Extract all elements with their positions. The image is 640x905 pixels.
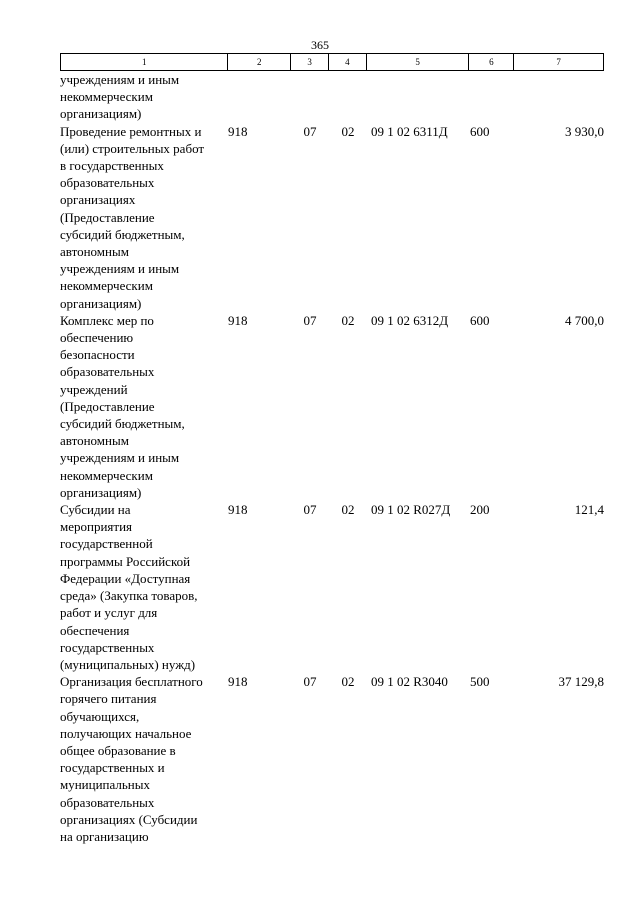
row-description bbox=[60, 123, 228, 312]
description-line: Субсидии на bbox=[60, 502, 131, 518]
row-code bbox=[228, 501, 291, 673]
description-line: образовательных bbox=[60, 364, 155, 380]
row-subsection-value: 02 bbox=[341, 502, 355, 518]
header-col-4: 4 bbox=[329, 54, 367, 70]
description-line: Федерации «Доступная bbox=[60, 570, 191, 586]
description-line: горячего питания bbox=[60, 691, 157, 707]
description-line: учреждений bbox=[60, 381, 128, 397]
row-target-article-value: 09 1 02 R3040 bbox=[371, 674, 448, 690]
row-description bbox=[60, 673, 228, 845]
row-code bbox=[228, 123, 291, 312]
row-code-value: 918 bbox=[228, 123, 248, 139]
description-line: (или) строительных работ bbox=[60, 140, 205, 156]
row-section bbox=[291, 71, 329, 123]
row-subsection bbox=[329, 71, 367, 123]
description-line: получающих начальное bbox=[60, 725, 192, 741]
description-line: общее образование в bbox=[60, 742, 176, 758]
row-amount-value: 37 129,8 bbox=[558, 674, 604, 690]
description-line: учреждениям и иным bbox=[60, 261, 180, 277]
row-target-article bbox=[367, 501, 470, 673]
description-line: обеспечения bbox=[60, 622, 130, 638]
row-code bbox=[228, 673, 291, 845]
description-line: автономным bbox=[60, 244, 129, 260]
header-col-1: 1 bbox=[61, 54, 228, 70]
description-line: некоммерческим bbox=[60, 278, 153, 294]
description-line: (Предоставление bbox=[60, 209, 155, 225]
description-line: субсидий бюджетным, bbox=[60, 226, 185, 242]
row-section-value: 07 bbox=[303, 312, 317, 328]
row-code-value: 918 bbox=[228, 312, 248, 328]
row-amount bbox=[515, 312, 604, 501]
row-expense-type-value: 600 bbox=[470, 312, 490, 328]
table-row bbox=[60, 123, 604, 312]
row-amount bbox=[515, 71, 604, 123]
row-expense-type bbox=[470, 501, 515, 673]
description-line: обеспечению bbox=[60, 330, 134, 346]
row-code-value: 918 bbox=[228, 502, 248, 518]
description-line: организациях (Субсидии bbox=[60, 811, 198, 827]
description-line: обучающихся, bbox=[60, 708, 140, 724]
header-col-5: 5 bbox=[367, 54, 470, 70]
row-target-article-value: 09 1 02 R027Д bbox=[371, 502, 451, 518]
row-subsection bbox=[329, 673, 367, 845]
row-code bbox=[228, 312, 291, 501]
row-code-value: 918 bbox=[228, 674, 248, 690]
table-body bbox=[60, 71, 604, 845]
row-target-article bbox=[367, 71, 470, 123]
row-target-article-value: 09 1 02 6312Д bbox=[371, 312, 449, 328]
row-target-article-value: 09 1 02 6311Д bbox=[371, 123, 448, 139]
description-line: государственной bbox=[60, 536, 153, 552]
row-amount bbox=[515, 501, 604, 673]
description-line: образовательных bbox=[60, 794, 155, 810]
row-subsection-value: 02 bbox=[341, 123, 355, 139]
row-subsection bbox=[329, 312, 367, 501]
row-expense-type-value: 600 bbox=[470, 123, 490, 139]
description-line: учреждениям и иным bbox=[60, 450, 180, 466]
row-section bbox=[291, 501, 329, 673]
row-description bbox=[60, 501, 228, 673]
row-subsection bbox=[329, 501, 367, 673]
description-line: программы Российской bbox=[60, 553, 191, 569]
row-section-value: 07 bbox=[303, 502, 317, 518]
row-description bbox=[60, 71, 228, 123]
header-col-2: 2 bbox=[228, 54, 291, 70]
row-section-value: 07 bbox=[303, 123, 317, 139]
description-line: работ и услуг для bbox=[60, 605, 158, 621]
description-line: (Предоставление bbox=[60, 398, 155, 414]
page-number: 365 bbox=[311, 38, 329, 52]
description-line: некоммерческим bbox=[60, 467, 153, 483]
row-amount-value: 4 700,0 bbox=[565, 312, 604, 328]
description-line: Проведение ремонтных и bbox=[60, 123, 202, 139]
row-description bbox=[60, 312, 228, 501]
table-header bbox=[60, 53, 604, 71]
description-line: Комплекс мер по bbox=[60, 312, 154, 328]
description-line: мероприятия bbox=[60, 519, 133, 535]
table-row bbox=[60, 501, 604, 673]
description-line: безопасности bbox=[60, 347, 135, 363]
row-amount-value: 3 930,0 bbox=[565, 123, 604, 139]
table-row bbox=[60, 312, 604, 501]
table-row bbox=[60, 71, 604, 123]
description-line: в государственных bbox=[60, 158, 164, 174]
row-amount bbox=[515, 673, 604, 845]
row-section bbox=[291, 673, 329, 845]
description-line: организациям) bbox=[60, 295, 142, 311]
description-line: Организация бесплатного bbox=[60, 674, 203, 690]
row-target-article bbox=[367, 123, 470, 312]
description-line: на организацию bbox=[60, 828, 149, 844]
header-col-7: 7 bbox=[556, 57, 561, 67]
description-line: государственных bbox=[60, 639, 155, 655]
row-amount bbox=[515, 123, 604, 312]
row-subsection-value: 02 bbox=[341, 674, 355, 690]
description-line: государственных и bbox=[60, 760, 165, 776]
row-code bbox=[228, 71, 291, 123]
description-line: муниципальных bbox=[60, 777, 151, 793]
row-expense-type bbox=[470, 123, 515, 312]
description-line: (муниципальных) нужд) bbox=[60, 656, 196, 672]
row-expense-type bbox=[470, 312, 515, 501]
table-row bbox=[60, 673, 604, 845]
description-line: учреждениям и иным bbox=[60, 72, 180, 87]
row-amount-value: 121,4 bbox=[574, 502, 604, 518]
row-target-article bbox=[367, 312, 470, 501]
row-section-value: 07 bbox=[303, 674, 317, 690]
row-expense-type bbox=[470, 673, 515, 845]
header-col-6: 6 bbox=[469, 54, 514, 70]
description-line: субсидий бюджетным, bbox=[60, 416, 185, 432]
row-target-article bbox=[367, 673, 470, 845]
row-expense-type bbox=[470, 71, 515, 123]
description-line: организациям) bbox=[60, 484, 142, 500]
row-subsection bbox=[329, 123, 367, 312]
row-expense-type-value: 200 bbox=[470, 502, 490, 518]
description-line: среда» (Закупка товаров, bbox=[60, 588, 198, 604]
row-subsection-value: 02 bbox=[341, 312, 355, 328]
description-line: организациях bbox=[60, 192, 136, 208]
description-line: некоммерческим bbox=[60, 89, 153, 105]
header-col-3: 3 bbox=[291, 54, 329, 70]
row-section bbox=[291, 312, 329, 501]
description-line: образовательных bbox=[60, 175, 155, 191]
row-expense-type-value: 500 bbox=[470, 674, 490, 690]
description-line: организациям) bbox=[60, 106, 142, 122]
row-section bbox=[291, 123, 329, 312]
description-line: автономным bbox=[60, 433, 129, 449]
